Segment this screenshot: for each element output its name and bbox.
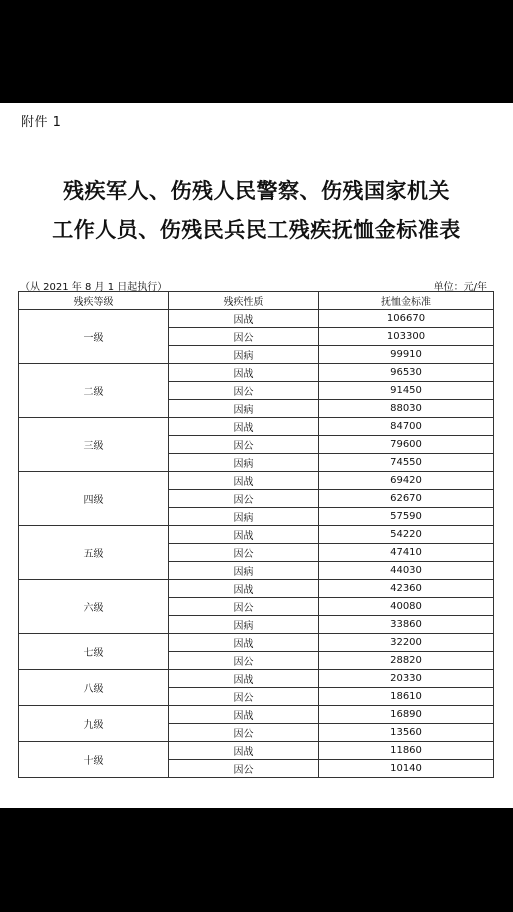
disability-nature-cell: 因病 <box>169 400 319 418</box>
disability-nature-cell: 因战 <box>169 472 319 490</box>
disability-nature-cell: 因病 <box>169 346 319 364</box>
disability-grade-cell: 九级 <box>19 706 169 742</box>
pension-amount-cell: 16890 <box>319 706 494 724</box>
pension-amount-cell: 11860 <box>319 742 494 760</box>
pension-amount-cell: 91450 <box>319 382 494 400</box>
pension-amount-cell: 20330 <box>319 670 494 688</box>
table-row <box>19 310 494 328</box>
table-row <box>19 580 494 598</box>
disability-nature-cell: 因公 <box>169 382 319 400</box>
table-row <box>19 670 494 688</box>
pension-amount-cell: 44030 <box>319 562 494 580</box>
table-body <box>19 310 494 778</box>
table-row <box>19 526 494 544</box>
disability-grade-cell: 八级 <box>19 670 169 706</box>
disability-grade-cell: 四级 <box>19 472 169 526</box>
document-title-line-2: 工作人员、伤残民兵民工残疾抚恤金标准表 <box>52 217 461 242</box>
disability-grade-cell: 十级 <box>19 742 169 778</box>
disability-nature-cell: 因公 <box>169 328 319 346</box>
pension-amount-cell: 79600 <box>319 436 494 454</box>
disability-nature-cell: 因公 <box>169 688 319 706</box>
disability-nature-cell: 因战 <box>169 580 319 598</box>
table-row <box>19 742 494 760</box>
pension-amount-cell: 32200 <box>319 634 494 652</box>
pension-amount-cell: 54220 <box>319 526 494 544</box>
pension-amount-cell: 96530 <box>319 364 494 382</box>
table-row <box>19 706 494 724</box>
pension-standard-table <box>18 291 494 778</box>
disability-nature-cell: 因战 <box>169 418 319 436</box>
table-row <box>19 472 494 490</box>
disability-nature-cell: 因战 <box>169 670 319 688</box>
pension-amount-cell: 42360 <box>319 580 494 598</box>
disability-grade-cell: 七级 <box>19 634 169 670</box>
disability-nature-cell: 因公 <box>169 760 319 778</box>
disability-nature-cell: 因战 <box>169 742 319 760</box>
pension-amount-cell: 10140 <box>319 760 494 778</box>
disability-nature-cell: 因公 <box>169 724 319 742</box>
pension-amount-cell: 47410 <box>319 544 494 562</box>
document-title-line-1: 残疾军人、伤残人民警察、伤残国家机关 <box>63 178 450 203</box>
unit-label: 单位：元/年 <box>433 282 487 293</box>
table-header-row <box>19 292 494 310</box>
disability-nature-cell: 因公 <box>169 490 319 508</box>
table-row <box>19 364 494 382</box>
disability-nature-cell: 因病 <box>169 454 319 472</box>
pension-amount-cell: 28820 <box>319 652 494 670</box>
pension-amount-cell: 13560 <box>319 724 494 742</box>
pension-amount-cell: 69420 <box>319 472 494 490</box>
pension-amount-cell: 33860 <box>319 616 494 634</box>
pension-amount-cell: 84700 <box>319 418 494 436</box>
disability-nature-cell: 因病 <box>169 562 319 580</box>
header-disability-nature: 残疾性质 <box>169 292 319 310</box>
disability-nature-cell: 因公 <box>169 544 319 562</box>
disability-nature-cell: 因病 <box>169 508 319 526</box>
pension-amount-cell: 99910 <box>319 346 494 364</box>
disability-grade-cell: 二级 <box>19 364 169 418</box>
disability-nature-cell: 因战 <box>169 634 319 652</box>
effective-date-note: （从 2021 年 8 月 1 日起执行） <box>20 282 168 293</box>
pension-amount-cell: 57590 <box>319 508 494 526</box>
disability-grade-cell: 一级 <box>19 310 169 364</box>
disability-nature-cell: 因病 <box>169 616 319 634</box>
disability-grade-cell: 六级 <box>19 580 169 634</box>
disability-nature-cell: 因公 <box>169 652 319 670</box>
disability-nature-cell: 因战 <box>169 364 319 382</box>
header-disability-grade: 残疾等级 <box>19 292 169 310</box>
pension-amount-cell: 18610 <box>319 688 494 706</box>
disability-grade-cell: 三级 <box>19 418 169 472</box>
pension-amount-cell: 106670 <box>319 310 494 328</box>
table-row <box>19 634 494 652</box>
disability-grade-cell: 五级 <box>19 526 169 580</box>
document-page <box>0 103 513 808</box>
attachment-label: 附件 1 <box>21 115 62 130</box>
pension-amount-cell: 103300 <box>319 328 494 346</box>
disability-nature-cell: 因战 <box>169 310 319 328</box>
pension-amount-cell: 62670 <box>319 490 494 508</box>
disability-nature-cell: 因战 <box>169 526 319 544</box>
header-pension-standard: 抚恤金标准 <box>319 292 494 310</box>
table-row <box>19 418 494 436</box>
disability-nature-cell: 因公 <box>169 436 319 454</box>
pension-amount-cell: 74550 <box>319 454 494 472</box>
pension-amount-cell: 40080 <box>319 598 494 616</box>
pension-amount-cell: 88030 <box>319 400 494 418</box>
disability-nature-cell: 因战 <box>169 706 319 724</box>
disability-nature-cell: 因公 <box>169 598 319 616</box>
